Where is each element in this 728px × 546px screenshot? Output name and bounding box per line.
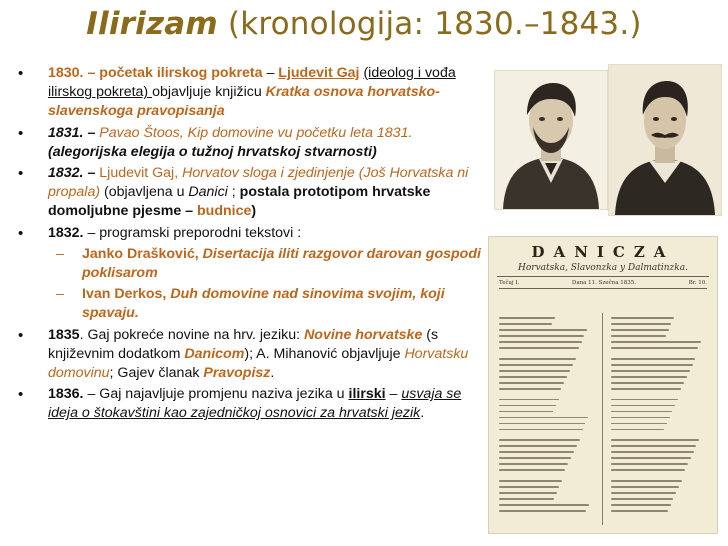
text-run: 1830. – početak ilirskog pokreta [48,65,263,81]
newspaper-text-line [611,341,701,343]
text-run: ; Gajev članak [109,365,204,382]
newspaper-text-line [499,445,577,447]
text-run: Pavao Štoos, Kip domovine vu početku leta 1831. [95,124,413,141]
newspaper-text-line [611,457,691,459]
newspaper-text-line [611,469,685,471]
newspaper-text-line [499,417,588,419]
text-run: usvaja se ideja o štokavštini kao zajedničkoj osnovici za hrvatski jezik [48,386,462,422]
list-item [14,385,486,423]
newspaper-text-line [611,376,687,378]
bullet-marker: • [18,386,24,404]
text-run: ; [227,184,240,201]
text-run: – [262,65,279,81]
text-run: . [270,365,275,382]
text-run: – Gaj najavljuje promjenu naziva jezika u [83,386,349,403]
newspaper-text-line [499,463,568,465]
newspaper-text-line [611,358,695,360]
bullet-marker: • [18,224,24,242]
slide-title [0,6,728,42]
newspaper-text-line [611,492,676,494]
newspaper-subhead: Horvatska, Slavonzka y Dalmatinzka. [497,263,709,277]
text-run: (alegorijska elegija o tužnoj hrvatskoj stvarnosti) [48,143,377,160]
text-run: 1831. – [48,124,96,141]
newspaper-text-line [611,323,671,325]
text-run: Horvatov sloga i zjedinjenje (Još Horvatska ni propala) [48,165,469,201]
newspaper-text-line [611,417,670,419]
newspaper-text-line [611,382,684,384]
text-run: ilirski [348,386,386,403]
newspaper-text-line [499,388,561,390]
list-item [14,64,486,122]
text-run: Danici [188,184,228,201]
dash-marker: – [56,286,64,303]
newspaper-text-line [611,486,679,488]
newspaper-text-line [611,463,688,465]
text-run: . Gaj pokreće novine na hrv. jeziku: [79,326,305,343]
newspaper-masthead: DANICZA [531,243,675,261]
text-run: Ljudevit Gaj, [95,165,183,182]
text-run: 1832. [48,224,84,241]
newspaper-text-line [499,510,586,512]
newspaper-text-line [611,347,698,349]
text-run: 1836. [48,386,84,403]
newspaper-text-line [611,423,667,425]
portrait-ljudevit-gaj [494,70,608,210]
newspaper-text-line [611,370,690,372]
newspaper-text-line [499,492,557,494]
newspaper-text-line [611,429,664,431]
newspaper-text-line [611,317,674,319]
text-run: postala prototipom hrvatske domoljubne pjesme – [48,184,431,220]
newspaper-text-line [611,510,668,512]
portrait-second-figure [608,64,722,216]
newspaper-text-line [611,439,699,441]
text-run: ); A. Mihanović objavljuje [244,345,405,362]
newspaper-text-line [611,411,672,413]
text-run: 1835 [48,326,80,343]
danicza-newspaper-image [488,236,718,534]
slide-title-strong: Ilirizam [86,6,218,42]
dash-marker: – [56,245,64,262]
newspaper-text-line [611,405,675,407]
newspaper-text-line [499,469,565,471]
text-run: Disertacija iliti razgovor darovan gospodi poklisarom [82,245,481,282]
text-run: objavljuje knjižicu [152,84,266,101]
text-run: – programski preporodni tekstovi : [83,224,302,241]
newspaper-text-line [611,445,696,447]
newspaper-text-line [499,429,583,431]
newspaper-text-line [499,457,571,459]
newspaper-text-line [611,364,693,366]
newspaper-text-line [499,335,584,337]
newspaper-meta [499,280,707,289]
newspaper-text-line [499,347,579,349]
list-item [14,164,486,222]
portrait-gaj-drawing [495,71,607,209]
text-run: Ljudevit Gaj [278,65,360,81]
text-run: . [420,405,425,422]
list-item [14,224,486,243]
bullet-marker: • [18,65,24,82]
newspaper-text-line [499,439,580,441]
newspaper-text-line [499,411,553,413]
text-run: Duh domovine nad sinovima svojim, koji spavaju. [82,286,445,322]
text-run: Ivan Derkos, [82,286,171,303]
newspaper-text-line [499,370,570,372]
text-run: Danicom [184,345,245,362]
bullet-marker: • [18,165,24,183]
newspaper-text-line [499,382,564,384]
text-run: Pravopisz [203,365,271,382]
newspaper-text-line [499,358,576,360]
newspaper-text-line [499,423,585,425]
text-run: (objavljena u [100,184,189,201]
text-run: budnice [197,203,252,220]
list-item [14,124,486,162]
text-run: Janko Drašković, [82,245,203,262]
newspaper-text-line [499,376,567,378]
newspaper-text-line [499,486,559,488]
newspaper-text-line [611,480,682,482]
newspaper-text-line [611,504,671,506]
newspaper-column-left [499,313,595,525]
sub-list-item [14,245,486,283]
list-item [14,326,486,384]
newspaper-text-line [611,399,678,401]
text-run: (s književnim dodatkom [48,326,439,362]
text-run: Kratka osnova horvatsko-slavenskoga pravopisanja [48,84,440,120]
text-run: 1832. – [48,165,96,182]
newspaper-text-line [499,329,587,331]
newspaper-column-right [611,313,707,525]
text-run: Novine horvatske [304,326,423,343]
newspaper-text-line [611,388,681,390]
newspaper-text-line [499,504,589,506]
portrait-second-drawing [609,65,721,215]
newspaper-text-line [611,498,673,500]
text-run: – [385,386,402,403]
bullet-marker: • [18,326,24,344]
newspaper-text-line [611,329,669,331]
newspaper-text-line [499,405,556,407]
text-run: (ideolog i vođa ilirskog pokreta) [48,65,456,101]
sub-list-item [14,285,486,323]
newspaper-columns [499,313,707,525]
newspaper-issue-volume: Tečaj I. [499,280,520,286]
newspaper-text-line [499,480,562,482]
bullet-marker: • [18,124,24,142]
newspaper-text-line [499,323,552,325]
newspaper-column-divider [602,313,603,525]
newspaper-text-line [499,317,555,319]
slide-title-rest: (kronologija: 1830.–1843.) [217,6,642,42]
newspaper-issue-date: Dana 11. Szečna 1835. [571,280,636,286]
newspaper-issue-number: Br. 10. [688,280,707,286]
newspaper-text-line [499,341,582,343]
text-run: ) [251,203,257,220]
newspaper-text-line [499,364,573,366]
chronology-list [14,64,486,426]
newspaper-text-line [611,451,694,453]
newspaper-text-line [499,451,574,453]
newspaper-text-line [611,335,666,337]
newspaper-text-line [499,399,559,401]
text-run: Horvatsku domovinu [48,345,469,382]
newspaper-text-line [499,498,554,500]
